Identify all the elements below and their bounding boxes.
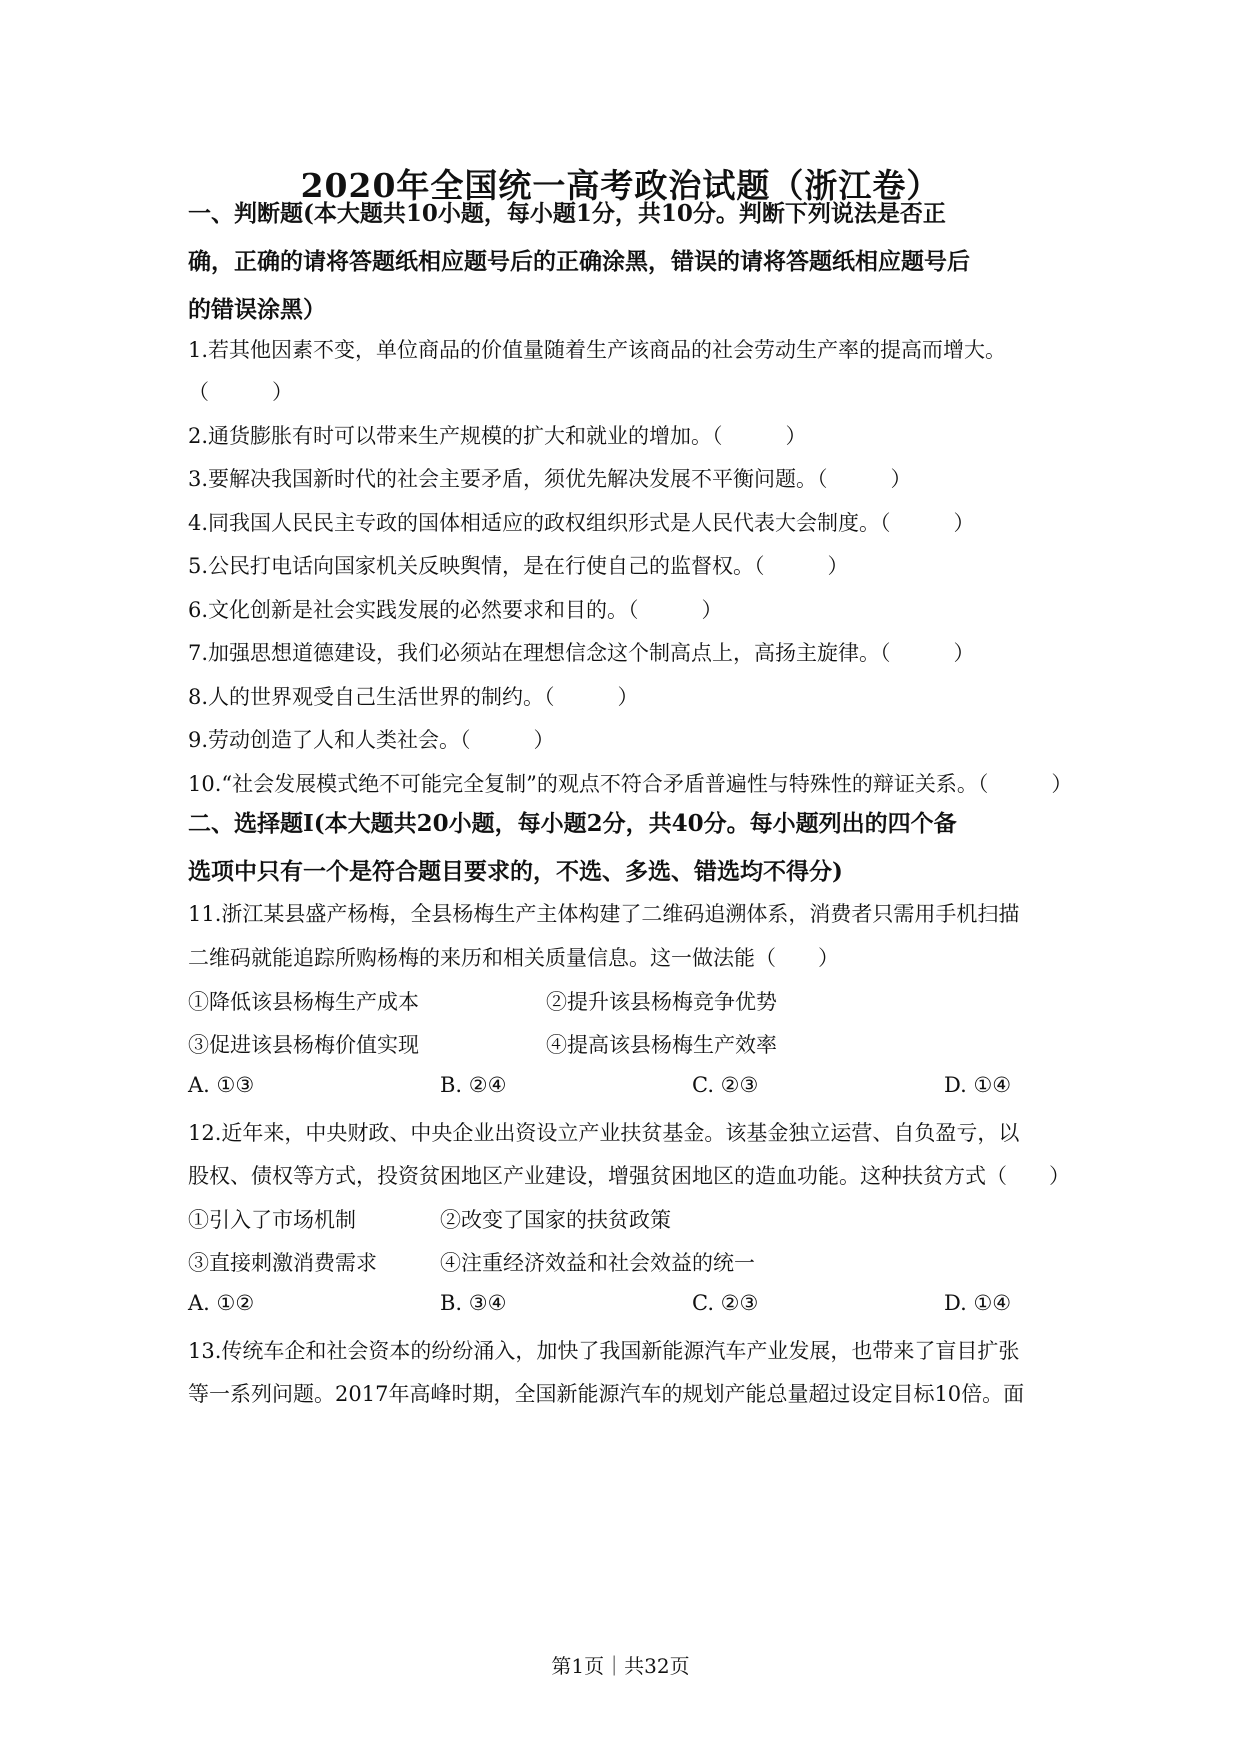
q11-choice-b: B. ②④ — [440, 1073, 507, 1097]
q12-item-3: ③直接刺激消费需求 — [188, 1251, 377, 1275]
q11-item-1: ①降低该县杨梅生产成本 — [188, 990, 419, 1014]
q11-item-2: ②提升该县杨梅竞争优势 — [546, 990, 777, 1014]
question-6: 6.文化创新是社会实践发展的必然要求和目的。（ ） — [188, 598, 723, 622]
q12-choice-a: A. ①② — [188, 1291, 255, 1315]
question-13-stem: 等一系列问题。2017年高峰时期，全国新能源汽车的规划产能总量超过设定目标10倍。面 — [188, 1382, 1025, 1406]
q12-choice-d: D. ①④ — [944, 1291, 1012, 1315]
q11-choice-d: D. ①④ — [944, 1073, 1012, 1097]
q11-choice-c: C. ②③ — [692, 1073, 759, 1097]
q12-choice-c: C. ②③ — [692, 1291, 759, 1315]
question-11-stem: 二维码就能追踪所购杨梅的来历和相关质量信息。这一做法能（ ） — [188, 946, 839, 970]
question-2: 2.通货膨胀有时可以带来生产规模的扩大和就业的增加。（ ） — [188, 424, 807, 448]
question-1: 1.若其他因素不变，单位商品的价值量随着生产该商品的社会劳动生产率的提高而增大。 — [188, 338, 1007, 362]
q11-item-4: ④提高该县杨梅生产效率 — [546, 1033, 777, 1057]
question-1-blank: （ ） — [188, 380, 293, 404]
page-title: 2020年全国统一高考政治试题（浙江卷） — [300, 166, 941, 205]
question-9: 9.劳动创造了人和人类社会。（ ） — [188, 728, 555, 752]
question-7: 7.加强思想道德建设，我们必须站在理想信念这个制高点上，高扬主旋律。（ ） — [188, 641, 975, 665]
section1-heading-line: 确，正确的请将答题纸相应题号后的正确涂黑，错误的请将答题纸相应题号后 — [188, 248, 970, 275]
q12-item-1: ①引入了市场机制 — [188, 1208, 356, 1232]
question-11-stem: 11.浙江某县盛产杨梅，全县杨梅生产主体构建了二维码追溯体系，消费者只需用手机扫描 — [188, 902, 1020, 926]
question-13-stem: 13.传统车企和社会资本的纷纷涌入，加快了我国新能源汽车产业发展，也带来了盲目扩张 — [188, 1339, 1020, 1363]
question-4: 4.同我国人民民主专政的国体相适应的政权组织形式是人民代表大会制度。（ ） — [188, 511, 975, 535]
q11-item-3: ③促进该县杨梅价值实现 — [188, 1033, 419, 1057]
question-12-stem: 股权、债权等方式，投资贫困地区产业建设，增强贫困地区的造血功能。这种扶贫方式（ ） — [188, 1164, 1070, 1188]
question-8: 8.人的世界观受自己生活世界的制约。（ ） — [188, 685, 639, 709]
q12-item-4: ④注重经济效益和社会效益的统一 — [440, 1251, 755, 1275]
section2-heading-line: 选项中只有一个是符合题目要求的，不选、多选、错选均不得分) — [188, 858, 843, 885]
section2-heading-line: 二、选择题Ⅰ(本大题共20小题，每小题2分，共40分。每小题列出的四个备 — [188, 810, 957, 837]
section1-heading-line: 的错误涂黑） — [188, 296, 326, 323]
q11-choice-a: A. ①③ — [188, 1073, 255, 1097]
question-10: 10.“社会发展模式绝不可能完全复制”的观点不符合矛盾普遍性与特殊性的辩证关系。（ ） — [188, 772, 1073, 796]
question-12-stem: 12.近年来，中央财政、中央企业出资设立产业扶贫基金。该基金独立运营、自负盈亏，以 — [188, 1121, 1020, 1145]
section1-heading — [188, 190, 1068, 334]
q12-choice-b: B. ③④ — [440, 1291, 507, 1315]
section2-heading — [188, 800, 1068, 896]
question-3: 3.要解决我国新时代的社会主要矛盾，须优先解决发展不平衡问题。（ ） — [188, 467, 912, 491]
question-5: 5.公民打电话向国家机关反映舆情，是在行使自己的监督权。（ ） — [188, 554, 849, 578]
page-footer: 第1页｜共32页 — [551, 1654, 690, 1678]
section1-heading-line: 一、判断题(本大题共10小题，每小题1分，共10分。判断下列说法是否正 — [188, 200, 946, 227]
q12-item-2: ②改变了国家的扶贫政策 — [440, 1208, 671, 1232]
